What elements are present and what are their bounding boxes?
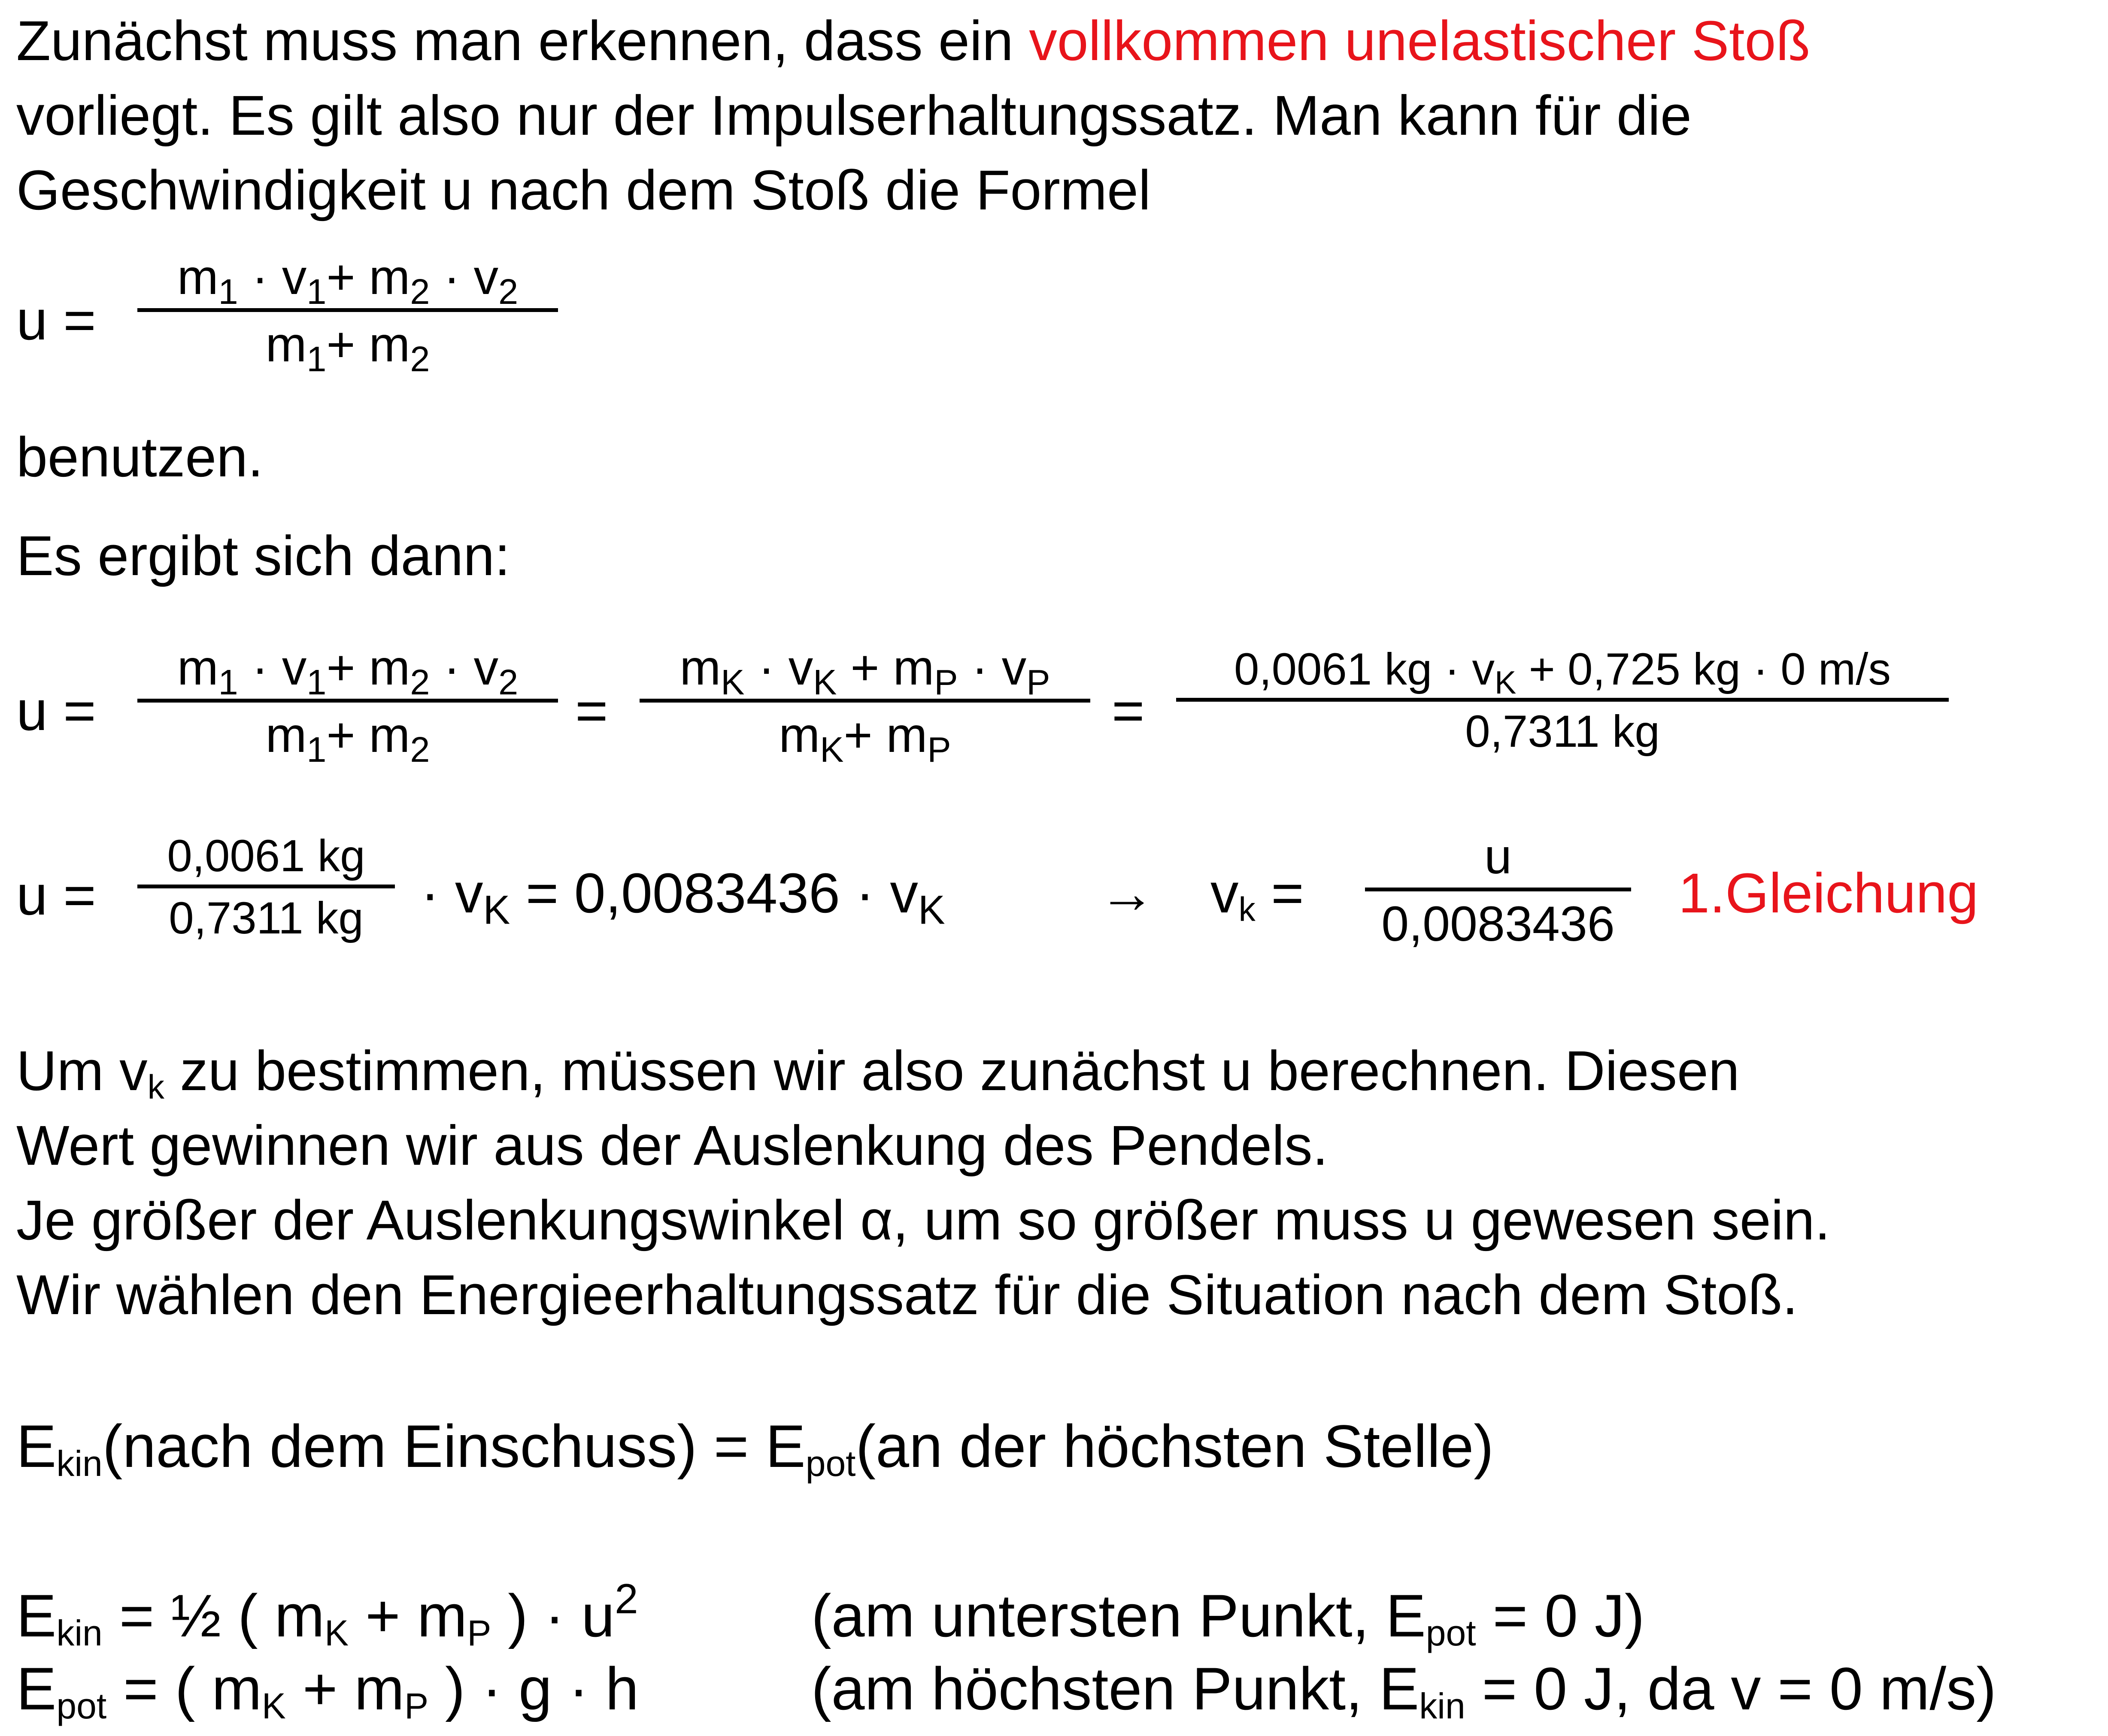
fraction-bar [1365, 888, 1631, 891]
use-text: benutzen. [16, 425, 264, 488]
arrow-icon: → [1099, 861, 1155, 924]
equation-label: 1.Gleichung [1678, 861, 1979, 924]
formula3-vk-lhs: $v_k$ = [1210, 861, 1304, 928]
formula3-denominator: 0,7311 kg [169, 893, 364, 943]
intro-line-3: Geschwindigkeit u nach dem Stoß die Formel [16, 158, 1151, 221]
formula3-numerator: 0,0061 kg [167, 831, 365, 881]
energy-statement: $E_{kin}(nach$ dem Einschuss) = $E_{pot}(an$ der höchsten Stelle) [16, 1412, 1494, 1484]
fraction-bar [640, 699, 1090, 703]
formula1-lhs: u = [16, 288, 96, 351]
formula3-middle: · $v_K = 0,0083436 \cdot v_K$ [421, 861, 945, 933]
paragraph-line-2: Wert gewinnen wir aus der Auslenkung des Pendels. [16, 1114, 1328, 1177]
result-intro-text: Es ergibt sich dann: [16, 524, 510, 587]
intro-line-1 [16, 9, 1810, 73]
formula3-lhs: u = [16, 863, 96, 927]
ekin-note: (am untersten Punkt, $E_{pot} = 0$ J) [811, 1582, 1645, 1653]
formula2-lhs: u = [16, 679, 96, 742]
formula2-f3-denominator: 0,7311 kg [1465, 706, 1660, 757]
formula3-vk-denominator: 0,0083436 [1381, 897, 1615, 951]
paragraph-line-3: Je größer der Auslenkungswinkel α, um so größer muss u gewesen sein. [16, 1188, 1831, 1251]
formula2-fraction-values [1176, 644, 1949, 757]
formula2-f2-denominator: $m_K+ m_P$ [779, 708, 951, 770]
formula2-equals-1: = [575, 679, 608, 742]
formula3-vk-numerator: u [1484, 829, 1512, 884]
formula1-numerator: $m_1 \cdot v_1+ m_2 \cdot v_2$ [177, 250, 519, 312]
fraction-bar [137, 885, 395, 888]
formula2-f2-numerator: $m_K \cdot v_K + m_P \cdot v_P$ [679, 640, 1050, 703]
fraction-bar [137, 308, 558, 312]
formula2-equals-2: = [1112, 679, 1145, 742]
epot-note: (am höchsten Punkt, $E_{kin} = 0$ J, da v = 0 m/s) [811, 1655, 1996, 1726]
intro-text: Zunächst muss man erkennen, dass ein [16, 9, 1029, 72]
ekin-formula: $E_{kin}$ = ½ ( $m_K + m_P$ ) · $u^2$ [16, 1575, 638, 1653]
formula1-denominator: $m_1+ m_2$ [265, 317, 430, 379]
epot-formula: $E_{pot}$ = ( $m_K + m_P$ ) · g · h [16, 1655, 639, 1726]
formula2-f1-denominator: $m_1+ m_2$ [265, 708, 430, 770]
formula2-f1-numerator: $m_1 \cdot v_1+ m_2 \cdot v_2$ [177, 640, 519, 703]
paragraph-line-4: Wir wählen den Energieerhaltungssatz für die Situation nach dem Stoß. [16, 1263, 1798, 1326]
highlight-collision-type: vollkommen unelastischer Stoß [1029, 9, 1811, 72]
intro-line-2: vorliegt. Es gilt also nur der Impulserhaltungssatz. Man kann für die [16, 84, 1692, 147]
paragraph-line-1: Um $v_k$ zu bestimmen, müssen wir also zunächst u berechnen. Diesen [16, 1039, 1740, 1106]
formula3-fraction [137, 830, 395, 944]
formula1-fraction [137, 249, 558, 379]
formula2-fraction-specific [640, 639, 1090, 770]
fraction-bar [1176, 698, 1949, 702]
formula2-fraction-general [137, 639, 558, 770]
formula3-vk-fraction [1365, 828, 1631, 952]
fraction-bar [137, 699, 558, 703]
formula2-f3-numerator: 0,0061 kg · $v_K + 0,725$ kg · 0 m/s [1234, 644, 1891, 701]
